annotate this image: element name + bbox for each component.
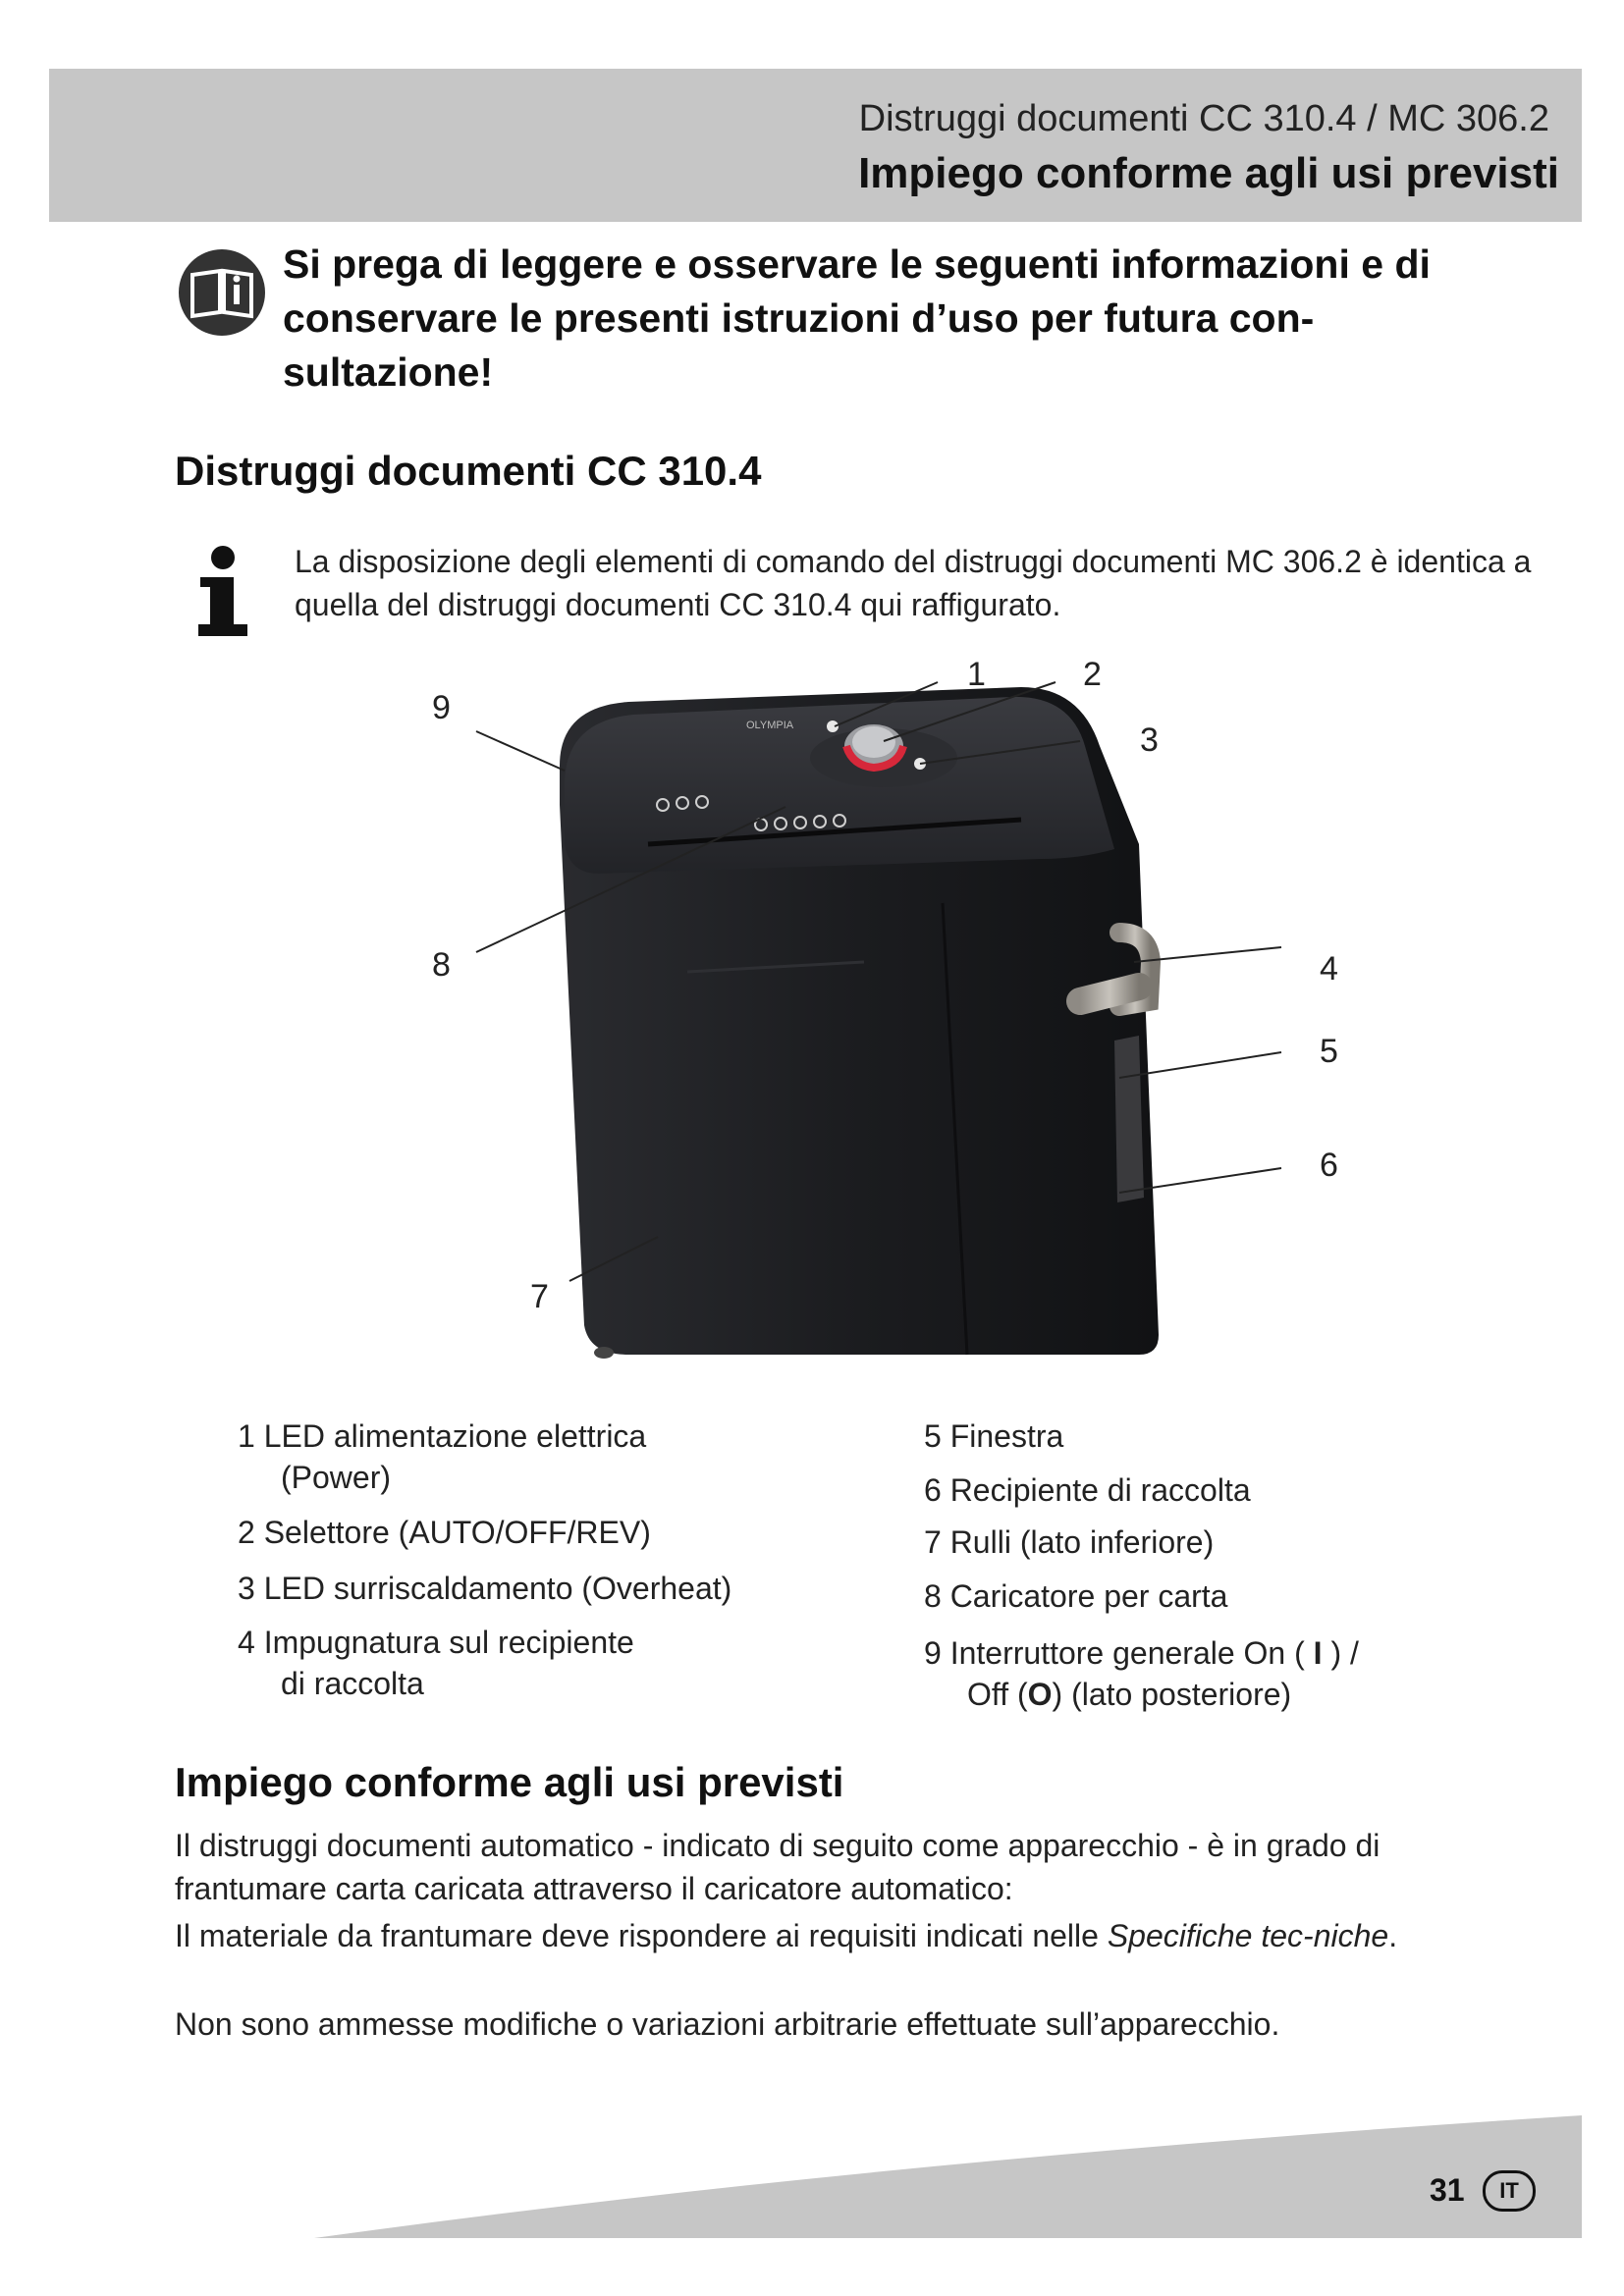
legend-item-3: 3 LED surriscaldamento (Overheat)	[238, 1571, 732, 1606]
spec-reference: Specifiche tec-niche	[1107, 1918, 1389, 1953]
page-number: 31	[1430, 2172, 1465, 2208]
notice-text: Si prega di leggere e osservare le seguenti informazioni e di conservare le presenti istruzioni d’uso per futura con-sultazione!	[283, 241, 1431, 395]
off-symbol: O	[1027, 1677, 1053, 1712]
info-icon	[196, 544, 249, 642]
language-badge: IT	[1483, 2170, 1536, 2212]
callout-9: 9	[432, 689, 451, 726]
callout-1: 1	[967, 656, 986, 693]
shredder-illustration	[393, 648, 1375, 1374]
footer-wave	[0, 2101, 1624, 2248]
legend-item-7: 7 Rulli (lato inferiore)	[924, 1524, 1215, 1560]
callout-6: 6	[1320, 1147, 1338, 1184]
header-subtitle: Distruggi documenti CC 310.4 / MC 306.2	[858, 98, 1549, 139]
legend-item-6: 6 Recipiente di raccolta	[924, 1472, 1251, 1508]
section-heading-intended-use: Impiego conforme agli usi previsti	[175, 1759, 844, 1805]
body-paragraph-3: Non sono ammesse modifiche o variazioni arbitrarie effettuate sull’apparecchio.	[175, 2006, 1280, 2042]
callout-4: 4	[1320, 950, 1338, 988]
callout-8: 8	[432, 946, 451, 984]
body-paragraph-2: Il materiale da frantumare deve rispondere ai requisiti indicati nelle Specifiche tec-niche.	[175, 1918, 1398, 1953]
section-heading-cc310: Distruggi documenti CC 310.4	[175, 448, 762, 494]
callout-5: 5	[1320, 1033, 1338, 1070]
brand-label: OLYMPIA	[746, 720, 794, 731]
manual-book-icon	[177, 247, 267, 338]
legend-item-8: 8 Caricatore per carta	[924, 1578, 1228, 1614]
legend-item-4: 4 Impugnatura sul recipiente di raccolta	[238, 1625, 634, 1701]
callout-2: 2	[1083, 656, 1102, 693]
callout-3: 3	[1140, 721, 1159, 759]
legend-item-5: 5 Finestra	[924, 1418, 1064, 1454]
body-paragraph-1: Il distruggi documenti automatico - indicato di seguito come apparecchio - è in grado di frantumare carta caricata attraverso il caricatore automatico:	[175, 1828, 1380, 1906]
legend-item-2: 2 Selettore (AUTO/OFF/REV)	[238, 1515, 651, 1550]
header-title: Impiego conforme agli usi previsti	[858, 149, 1559, 197]
info-text: La disposizione degli elementi di comando del distruggi documenti MC 306.2 è identica a quella del distruggi documenti CC 310.4 qui raffigurato.	[295, 544, 1532, 622]
callout-7: 7	[530, 1278, 549, 1315]
legend-item-9: 9 Interruttore generale On ( I ) / Off (O) (lato posteriore)	[924, 1635, 1359, 1712]
on-symbol: I	[1313, 1635, 1323, 1671]
header-band	[49, 69, 1582, 222]
legend-item-1: 1 LED alimentazione elettrica (Power)	[238, 1418, 647, 1495]
